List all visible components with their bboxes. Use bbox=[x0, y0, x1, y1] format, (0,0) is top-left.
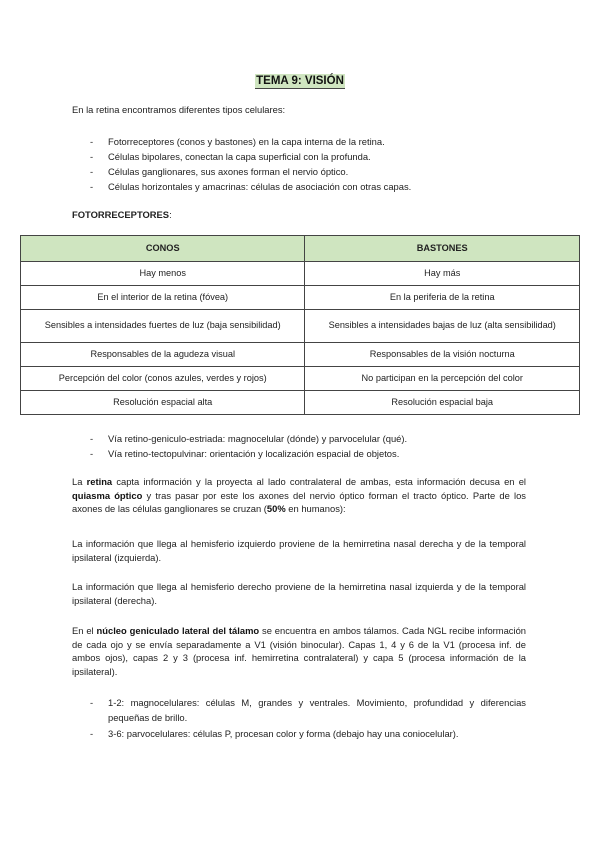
header-cones: CONOS bbox=[21, 236, 305, 262]
cell-types-list bbox=[90, 134, 411, 194]
text-run: y tras pasar por este los axones del nervio óptico forman el tracto óptico. Parte de los axones de las células ganglionares se cruzan ( bbox=[72, 489, 526, 514]
list-item: - 3-6: parvocelulares: células P, procesan color y forma (debajo hay una coniocelular). bbox=[90, 726, 526, 741]
table-cell: Responsables de la visión nocturna bbox=[305, 343, 580, 367]
table-row bbox=[21, 286, 580, 310]
text-run: En el bbox=[72, 625, 97, 636]
right-hemisphere-paragraph: La información que llega al hemisferio derecho proviene de la hemirretina nasal izquierda y de la temporal ipsilateral (derecha). bbox=[72, 581, 526, 606]
list-item: - Células ganglionares, sus axones forman el nervio óptico. bbox=[90, 164, 411, 179]
photoreceptors-heading-colon: : bbox=[169, 209, 172, 220]
photoreceptors-table bbox=[20, 235, 580, 415]
table-cell: Resolución espacial baja bbox=[305, 391, 580, 415]
left-hemisphere-paragraph: La información que llega al hemisferio izquierdo proviene de la hemirretina nasal derecha y de la temporal ipsilateral (izquierda). bbox=[72, 538, 526, 563]
term-retina: retina bbox=[86, 476, 113, 487]
page-title-wrap bbox=[0, 71, 600, 89]
list-item: - Células horizontales y amacrinas: células de asociación con otras capas. bbox=[90, 179, 411, 194]
table-cell: Resolución espacial alta bbox=[21, 391, 305, 415]
text-run: se encuentra en ambos tálamos. Cada NGL recibe información de cada ojo y se envía separadamente a V1 (visión binocular). Capas 1, 4 y 6 de la V1 (procesa inf. de ambos ojos), capas 2 y 3 (procesa inf. hemirretina contralateral) y capa 5 (procesa información de la ipsilateral). bbox=[72, 625, 526, 677]
term-percentage: 50% bbox=[266, 503, 286, 514]
list-item: - Células bipolares, conectan la capa superficial con la profunda. bbox=[90, 149, 411, 164]
list-item: - Fotorreceptores (conos y bastones) en la capa interna de la retina. bbox=[90, 134, 411, 149]
table-row bbox=[21, 391, 580, 415]
text-run: La bbox=[72, 476, 87, 487]
term-lgn: núcleo geniculado lateral del tálamo bbox=[96, 625, 260, 636]
table-cell: Sensibles a intensidades fuertes de luz (baja sensibilidad) bbox=[21, 310, 305, 343]
table-cell: En la periferia de la retina bbox=[305, 286, 580, 310]
table-cell: Responsables de la agudeza visual bbox=[21, 343, 305, 367]
text-run: capta información y la proyecta al lado contralateral de ambas, esta información decusa en el bbox=[112, 476, 526, 487]
table-row bbox=[21, 262, 580, 286]
table-row bbox=[21, 310, 580, 343]
text-run: en humanos): bbox=[285, 503, 346, 514]
table-cell: En el interior de la retina (fóvea) bbox=[21, 286, 305, 310]
table-cell: Hay menos bbox=[21, 262, 305, 286]
page-title: TEMA 9: VISIÓN bbox=[256, 75, 344, 87]
pathways-list bbox=[90, 431, 407, 461]
list-item: - 1-2: magnocelulares: células M, grandes y ventrales. Movimiento, profundidad y diferencias pequeñas de brillo. bbox=[90, 695, 526, 725]
table-cell: No participan en la percepción del color bbox=[305, 367, 580, 391]
ngl-paragraph bbox=[72, 624, 526, 678]
table-cell: Percepción del color (conos azules, verdes y rojos) bbox=[21, 367, 305, 391]
table-header-row bbox=[21, 236, 580, 262]
list-item: - Vía retino-tectopulvinar: orientación y localización espacial de objetos. bbox=[90, 446, 407, 461]
photoreceptors-heading-text: FOTORRECEPTORES bbox=[72, 209, 170, 220]
layers-list bbox=[90, 695, 526, 742]
table-row bbox=[21, 367, 580, 391]
table-cell: Hay más bbox=[305, 262, 580, 286]
retina-paragraph bbox=[72, 475, 526, 516]
intro-text: En la retina encontramos diferentes tipos celulares: bbox=[72, 104, 286, 115]
list-item: - Vía retino-geniculo-estriada: magnocelular (dónde) y parvocelular (qué). bbox=[90, 431, 407, 446]
header-rods: BASTONES bbox=[305, 236, 580, 262]
table-cell: Sensibles a intensidades bajas de luz (alta sensibilidad) bbox=[305, 310, 580, 343]
term-optic-chiasm: quiasma óptico bbox=[72, 489, 143, 501]
table-row bbox=[21, 343, 580, 367]
photoreceptors-heading bbox=[72, 208, 172, 222]
